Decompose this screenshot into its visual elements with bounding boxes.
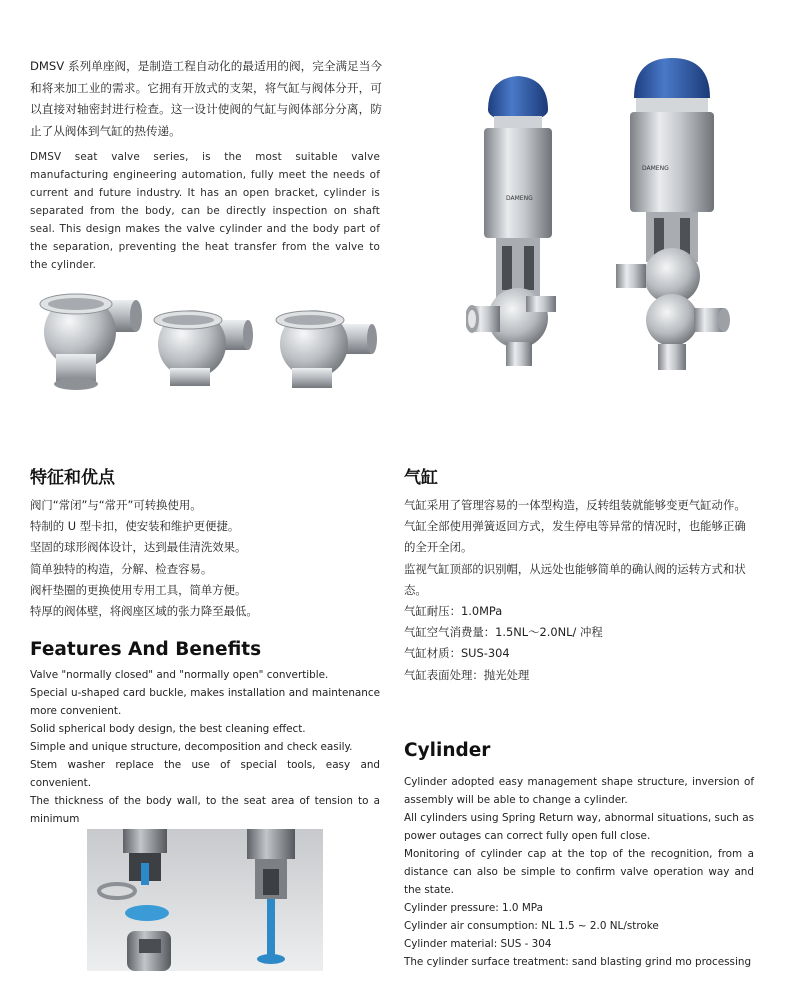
valve-body-1-image <box>40 294 142 390</box>
features-en-item: Stem washer replace the use of special tools, easy and convenient. <box>30 759 380 789</box>
features-en-item: Special u-shaped card buckle, makes installation and maintenance more convenient. <box>30 687 380 717</box>
features-en-title: Features And Benefits <box>30 639 262 660</box>
features-zh-list <box>30 495 382 622</box>
cylinder-en-item: All cylinders using Spring Return way, abnormal situations, such as power outages can correct fully open full close. <box>404 812 754 842</box>
features-zh-item: 阀杆垫圈的更换使用专用工具，简单方便。 <box>30 582 247 597</box>
cylinder-en-item: Cylinder pressure: 1.0 MPa <box>404 902 543 914</box>
intro-english: DMSV seat valve series, is the most suitable valve manufacturing engineering automation, fully meet the needs of current and future industry. It has an open bracket, cylinder is separated from the body, can be directly inspection on shaft seal. This design makes the valve cylinder and the body part of the separation, preventing the heat transfer from the valve to the cylinder. <box>30 151 380 271</box>
features-zh-item: 简单独特的构造，分解、检查容易。 <box>30 561 213 576</box>
valve-left-image <box>466 76 556 366</box>
cylinder-zh-item: 气缸全部使用弹簧返回方式，发生停电等异常的情况时，也能够正确的全开全闭。 <box>404 519 746 555</box>
cylinder-en-item: Monitoring of cylinder cap at the top of the recognition, from a distance can also be simple to confirm valve operation way and the state. <box>404 848 754 896</box>
cylinder-zh-item: 气缸空气消费量：1.5NL～2.0NL/ 冲程 <box>404 625 603 640</box>
cylinder-en-item: Cylinder adopted easy management shape structure, inversion of assembly will be able to change a cylinder. <box>404 776 754 806</box>
cylinder-exploded-photo <box>87 829 323 971</box>
cylinder-zh-item: 气缸材质：SUS-304 <box>404 646 510 661</box>
cylinder-en-item: Cylinder air consumption: NL 1.5 ~ 2.0 NL/stroke <box>404 920 659 932</box>
valve-product-photo <box>466 58 746 376</box>
valve-right-brand: DAMENG <box>642 165 669 172</box>
features-en-item: Simple and unique structure, decomposition and check easily. <box>30 741 353 753</box>
valve-left-brand: DAMENG <box>506 195 533 202</box>
features-zh-title: 特征和优点 <box>30 468 115 488</box>
cylinder-zh-list <box>404 495 754 686</box>
features-zh-item: 坚固的球形阀体设计，达到最佳清洗效果。 <box>30 540 247 555</box>
valve-body-2-image <box>154 310 253 386</box>
features-zh-item: 特制的 U 型卡扣，使安装和维护更便捷。 <box>30 519 240 534</box>
features-en-item: Solid spherical body design, the best cleaning effect. <box>30 723 306 735</box>
valve-right-image <box>616 58 730 370</box>
valve-body-3-image <box>276 310 377 388</box>
features-en-item: Valve "normally closed" and "normally open" convertible. <box>30 669 329 681</box>
features-zh-item: 阀门“常闭”与“常开”可转换使用。 <box>30 498 202 512</box>
cylinder-en-list <box>404 773 754 971</box>
cylinder-zh-item: 气缸采用了管理容易的一体型构造，反转组装就能够变更气缸动作。 <box>404 498 746 512</box>
cylinder-en-item: The cylinder surface treatment: sand blasting grind mo processing <box>404 956 752 968</box>
cylinder-zh-title: 气缸 <box>404 468 438 488</box>
features-zh-item: 特厚的阀体壁，将阀座区域的张力降至最低。 <box>30 604 258 619</box>
cylinder-zh-item: 监视气缸顶部的识别帽，从远处也能够简单的确认阀的运转方式和状态。 <box>404 561 746 597</box>
cylinder-en-item: Cylinder material: SUS - 304 <box>404 938 552 950</box>
valve-bodies-photo <box>30 290 382 392</box>
features-en-list <box>30 666 380 828</box>
cylinder-zh-item: 气缸表面处理：抛光处理 <box>404 667 530 682</box>
intro-chinese: DMSV 系列单座阀，是制造工程自动化的最适用的阀，完全满足当今和将来加工业的需求。它拥有开放式的支架，将气缸与阀体分开，可以直接对轴密封进行检查。这一设计使阀的气缸与阀体部分分离，防止了从阀体到气缸的热传递。 <box>30 59 382 138</box>
cylinder-en-title: Cylinder <box>404 740 491 761</box>
cylinder-zh-item: 气缸耐压：1.0MPa <box>404 604 503 619</box>
features-en-item: The thickness of the body wall, to the seat area of tension to a minimum <box>30 795 380 825</box>
